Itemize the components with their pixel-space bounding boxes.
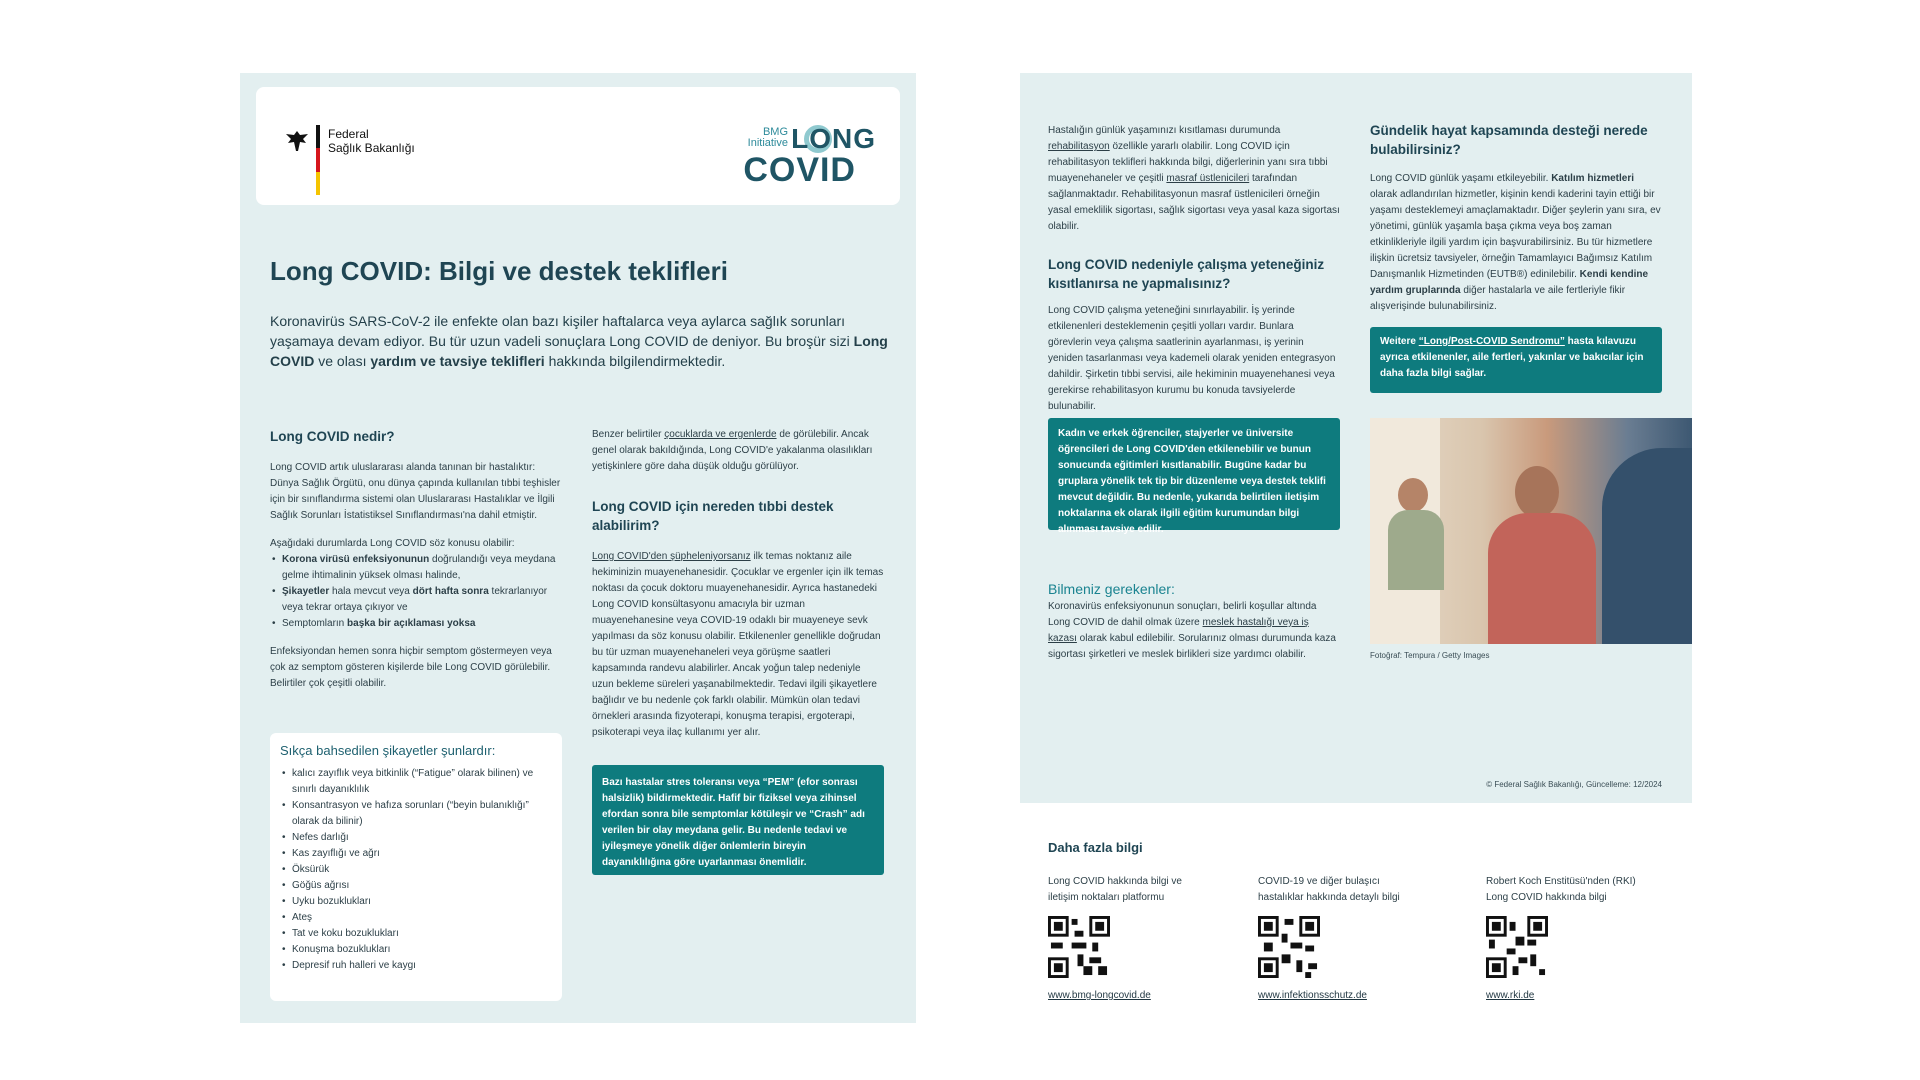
copyright: © Federal Sağlık Bakanlığı, Güncelleme: 12/2024 <box>1486 780 1662 789</box>
paragraph: Long COVID günlük yaşamı etkileyebilir. Katılım hizmetleri olarak adlandırılan hizmetler, kişinin kendi kaderini tayin ettiği bir yaşamı desteklemeyi amaçlamaktadır. Diğer şeylerin yanı sıra, ev yönetimi, günlük yaşamla başa çıkma veya boş zaman etkinlikleriyle ilgili yardım için başvurabilirsiniz. Bu tür hizmetlere ilişkin ücretsiz tavsiyeler, örneğin Tamamlayıcı Bağımsız Katılım Danışmanlık Hizmetinden (EUTB®) edinilebilir. Kendi kendine yardım gruplarında diğer hastalarla ve aile fertleriyle fikir alışverişinde bulunabilirsiniz. <box>1370 173 1661 312</box>
header-card <box>256 87 900 205</box>
complaints-list <box>280 766 552 974</box>
qr-code-icon <box>1258 916 1320 978</box>
flyer-page-back <box>1020 73 1692 803</box>
column-left <box>1048 123 1340 415</box>
list-item: • Şikayetler hala mevcut veya dört hafta sonra tekrarlanıyor veya tekrar ortaya çıkıyor ve <box>270 584 562 616</box>
complaint-item: • Konuşma bozuklukları <box>280 942 552 958</box>
cost-bearers-link[interactable]: masraf üstlenicileri <box>1166 173 1250 184</box>
more-info-text: Long COVID hakkında bilgi ve iletişim noktaları platformu <box>1048 876 1182 903</box>
more-info-text: Robert Koch Enstitüsü'nden (RKI) Long COVID hakkında bilgi <box>1486 876 1636 903</box>
complaint-item: • Kas zayıflığı ve ağrı <box>280 846 552 862</box>
long-covid-logo-covid: COVID <box>743 151 856 189</box>
page-title: Long COVID: Bilgi ve destek teklifleri <box>270 256 728 286</box>
paragraph: Aşağıdaki durumlarda Long COVID söz konusu olabilir: <box>270 538 515 549</box>
children-link[interactable]: çocuklarda ve ergenlerde <box>664 429 777 440</box>
paragraph: Long COVID çalışma yeteneğini sınırlayabilir. İş yerinde etkilenenleri desteklemenin çeşitli yolları vardır. Bunlara görevlerin veya çalışma saatlerinin ayarlanması, iş yerinin yeniden tasarlanması veya kademeli olarak yeniden entegrasyon dahildir. Şirketin tıbbi servisi, aile hekiminin muayenehanesi veya gerekirse rehabilitasyon kurumu bu konuda tavsiyelerde bulunabilir. <box>1048 305 1336 412</box>
paragraph: Long COVID'den şüpheleniyorsanız ilk temas noktanız aile hekiminizin muayenehanesidir. Çocuklar ve ergenler için ilk temas noktası da çocuk doktoru muayenehanesidir. Ayrıca hastanedeki Long COVID konsültasyonu amacıyla bir uzman muayenehanesine veya COVID-19 odaklı bir muayeneye sevk yapılması da söz konusu olabilir. Etkilenenler genellikle doğrudan bu tür uzman muayenehaneleri veya görüşme saatleri kapsamında randevu alabilirler. Ancak yoğun talep nedeniyle uzun bekleme süreleri yaşanabilmektedir. Tedavi ilgili şikayetlere bağlıdır ve bu nedenle çok farklı olabilir. Mümkün olan tedavi örnekleri arasında fizyoterapi, konuşma terapisi, ergoterapi, psikoterapi veya ilaç kullanımı yer alır. <box>592 551 884 738</box>
guideline-link[interactable]: “Long/Post-COVID Sendromu” <box>1418 336 1565 347</box>
complaint-item: • Ateş <box>280 910 552 926</box>
intro-text: Koronavirüs SARS-CoV-2 ile enfekte olan bazı kişiler haftalarca veya aylarca sağlık sorunları yaşamaya devam ediyor. Bu tür uzun vadeli sonuçlara Long COVID de deniyor. Bu broşür sizi Long COVID ve olası yardım ve tavsiye teklifleri hakkında bilgilendirmektedir. <box>270 313 888 369</box>
what-is-section <box>270 427 562 692</box>
qr-code-icon <box>1486 916 1548 978</box>
criteria-list <box>270 552 562 632</box>
federal-eagle-icon <box>284 129 310 153</box>
bmg-longcovid-link[interactable]: www.bmg-longcovid.de <box>1048 990 1151 1001</box>
complaint-item: • Nefes darlığı <box>280 830 552 846</box>
paragraph: Enfeksiyondan hemen sonra hiçbir semptom göstermeyen veya çok az semptom gösteren kişilerde bile Long COVID görülebilir. Belirtiler çok çeşitli olabilir. <box>270 646 552 689</box>
section-heading: Gündelik hayat kapsamında desteği nerede bulabilirsiniz? <box>1370 123 1648 157</box>
guideline-info-box: Weitere “Long/Post-COVID Sendromu” hasta kılavuzu ayrıca etkilenenler, aile fertleri, yakınlar ve bakıcılar için daha fazla bilgi sağlar. <box>1370 327 1662 393</box>
pem-info-box: Bazı hastalar stres toleransı veya “PEM” (efor sonrası halsizlik) bildirmektedir. Hafif bir fiziksel veya zihinsel efordan sonra bile semptomlar kötüleşir ve “Crash” adı verilen bir olay meydana gelir. Bu nedenle tedavi ve iyileşmeye yönelik diğer önlemlerin bireyin dayanıklılığına göre uyarlanması önemlidir. <box>592 765 884 875</box>
column-right <box>1370 121 1662 315</box>
paragraph: Hastalığın günlük yaşamınızı kısıtlaması durumunda rehabilitasyon özellikle yararlı olabilir. Long COVID için rehabilitasyon teklifleri hakkında bilgi, diğerlerinin yanı sıra tıbbi muayenehaneler ve çeşitli masraf üstlenicileri tarafından sağlanmaktadır. Rehabilitasyonun masraf üstlenicileri örneğin yasal emeklilik sigortası, sağlık sigortası veya yasal kaza sigortası olabilir. <box>1048 125 1340 232</box>
complaint-item: • Tat ve koku bozuklukları <box>280 926 552 942</box>
complaints-heading: Sıkça bahsedilen şikayetler şunlardır: <box>280 743 496 758</box>
bmg-initiative-label: BMG Initiative <box>747 126 788 149</box>
students-info-box: Kadın ve erkek öğrenciler, stajyerler ve üniversite öğrencileri de Long COVID'den etkilenebilir ve bunun sonucunda eğitimleri kısıtlanabilir. Bugüne kadar bu gruplara yönelik tek tip bir düzenleme veya destek teklifi mevcut değildir. Bu nedenle, yukarıda belirtilen iletişim noktalarına ek olarak ilgili eğitim kurumundan bilgi alınması tavsiye edilir. <box>1048 418 1340 530</box>
complaint-item: • Konsantrasyon ve hafıza sorunları (“beyin bulanıklığı” olarak da bilinir) <box>280 798 552 830</box>
long-covid-logo-long: LONG <box>791 123 876 154</box>
complaint-item: • kalıcı zayıflık veya bitkinlik (“Fatigue” olarak bilinen) ve sınırlı dayanıklılık <box>280 766 552 798</box>
suspect-link[interactable]: Long COVID'den şüpheleniyorsanız <box>592 551 751 562</box>
complaints-card <box>270 733 562 1001</box>
rehab-link[interactable]: rehabilitasyon <box>1048 141 1110 152</box>
complaint-item: • Öksürük <box>280 862 552 878</box>
complaint-item: • Depresif ruh halleri ve kaygı <box>280 958 552 974</box>
column-two <box>592 427 884 741</box>
complaint-item: • Göğüs ağrısı <box>280 878 552 894</box>
more-info-text: COVID-19 ve diğer bulaşıcı hastalıklar hakkında detaylı bilgi <box>1258 876 1400 903</box>
paragraph: Benzer belirtiler çocuklarda ve ergenlerde de görülebilir. Ancak genel olarak bakıldığında, Long COVID'e yakalanma olasılıkları yetişkinlere göre daha düşük olduğu görülüyor. <box>592 429 873 472</box>
complaint-item: • Uyku bozuklukları <box>280 894 552 910</box>
paragraph: Koronavirüs enfeksiyonunun sonuçları, belirli koşullar altında Long COVID de dahil olmak üzere meslek hastalığı veya iş kazası olarak kabul edilebilir. Sorularınız olması durumunda kaza sigortası şirketleri ve meslek birlikleri size yardımcı olabilir. <box>1048 601 1336 660</box>
rki-link[interactable]: www.rki.de <box>1486 990 1535 1001</box>
photo-credit: Fotoğraf: Tempura / Getty Images <box>1370 651 1490 660</box>
section-heading: Long COVID için nereden tıbbi destek alabilirim? <box>592 499 834 533</box>
know-section <box>1048 581 1340 663</box>
german-flag-bar <box>316 125 320 195</box>
ministry-logo-text: Federal Sağlık Bakanlığı <box>328 127 415 155</box>
consultation-photo <box>1370 418 1692 644</box>
know-heading: Bilmeniz gerekenler: <box>1048 581 1175 597</box>
occupational-disease-link[interactable]: meslek hastalığı veya iş kazası <box>1048 617 1309 644</box>
list-item: • Korona virüsü enfeksiyonunun doğrulandığı veya meydana gelme ihtimalinin yüksek olması halinde, <box>270 552 562 584</box>
infektionsschutz-link[interactable]: www.infektionsschutz.de <box>1258 990 1367 1001</box>
section-heading: Long COVID nedir? <box>270 429 395 444</box>
paragraph: Long COVID artık uluslararası alanda tanınan bir hastalıktır: Dünya Sağlık Örgütü, onu dünya çapında kullanılan tıbbi teşhisler için bir sınıflandırma sistemi olan Uluslararası Hastalıklar ve İlgili Sağlık Sorunları İstatistiksel Sınıflandırması'na dahil etmiştir. <box>270 462 561 521</box>
flyer-page-front <box>240 73 916 1023</box>
qr-code-icon <box>1048 916 1110 978</box>
section-heading: Long COVID nedeniyle çalışma yeteneğiniz kısıtlanırsa ne yapmalısınız? <box>1048 257 1325 291</box>
list-item: • Semptomların başka bir açıklaması yoksa <box>270 616 562 632</box>
more-info-heading: Daha fazla bilgi <box>1048 840 1143 855</box>
